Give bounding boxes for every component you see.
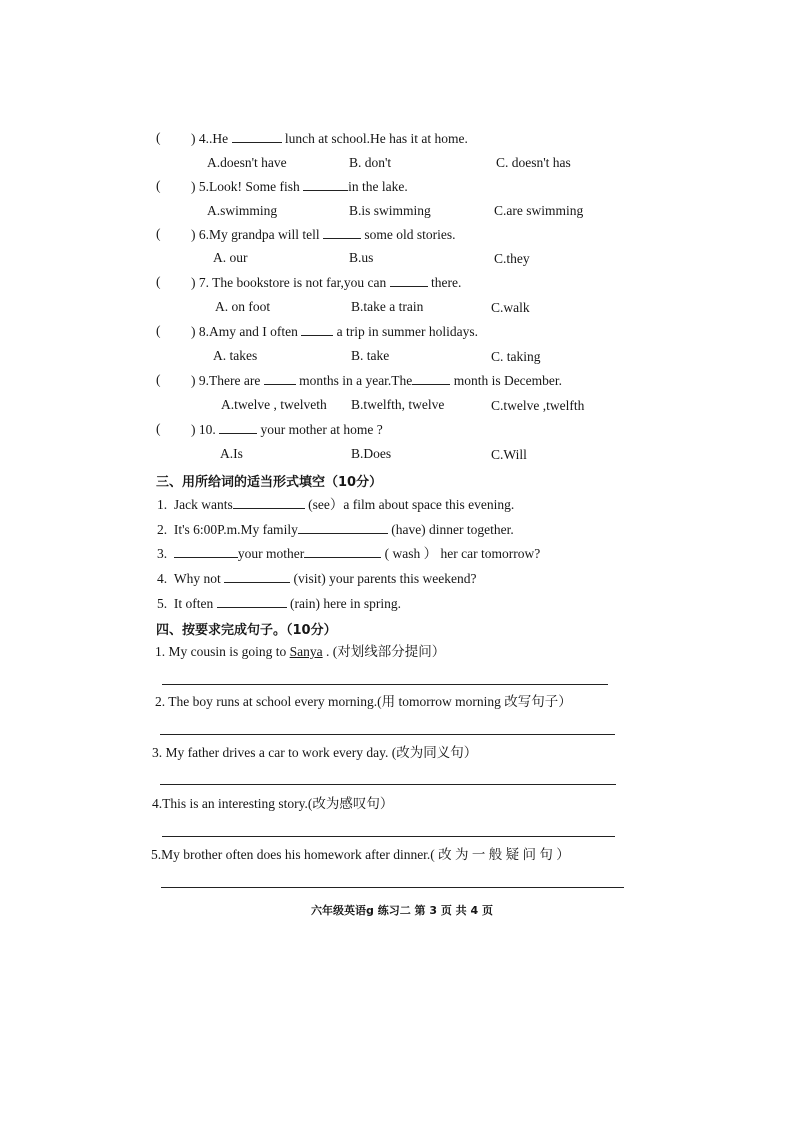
question-9: ) 9.There are months in a year.The month is December. — [191, 373, 563, 388]
answer-blank[interactable] — [233, 496, 305, 509]
answer-blank[interactable] — [304, 545, 381, 558]
option-c[interactable]: C. taking — [491, 349, 541, 364]
answer-line[interactable] — [161, 887, 624, 888]
rewrite-item-3: 3. My father drives a car to work every day. (改为同义句） — [152, 745, 478, 760]
answer-bracket[interactable]: ( — [156, 274, 161, 289]
answer-line[interactable] — [160, 784, 616, 785]
option-a[interactable]: A.Is — [220, 446, 243, 461]
rewrite-item-1: 1. My cousin is going to Sanya . (对划线部分提问） — [155, 644, 446, 659]
section-3-heading: 三、用所给词的适当形式填空（10分） — [156, 475, 383, 490]
answer-line[interactable] — [162, 684, 608, 685]
answer-bracket[interactable]: ( — [156, 178, 161, 193]
option-a[interactable]: A.doesn't have — [207, 155, 287, 170]
answer-blank[interactable] — [323, 226, 361, 239]
option-a[interactable]: A. on foot — [215, 299, 271, 314]
option-c[interactable]: C. doesn't has — [496, 155, 571, 170]
question-10: ) 10. your mother at home ? — [191, 422, 383, 437]
answer-bracket[interactable]: ( — [156, 372, 161, 387]
question-5: ) 5.Look! Some fish in the lake. — [191, 179, 408, 194]
underlined-word: Sanya — [289, 644, 323, 659]
answer-blank[interactable] — [224, 570, 290, 583]
option-c[interactable]: C.are swimming — [494, 203, 584, 218]
section-4-heading: 四、按要求完成句子。（10分） — [156, 623, 337, 638]
answer-line[interactable] — [162, 836, 615, 837]
answer-line[interactable] — [160, 734, 615, 735]
option-b[interactable]: B.twelfth, twelve — [351, 397, 445, 412]
option-c[interactable]: C.Will — [491, 447, 527, 462]
option-b[interactable]: B.us — [349, 250, 374, 265]
option-c[interactable]: C.walk — [491, 300, 530, 315]
option-a[interactable]: A.swimming — [207, 203, 278, 218]
answer-bracket[interactable]: ( — [156, 226, 161, 241]
answer-blank[interactable] — [412, 372, 450, 385]
fill-item-4: 4. Why not (visit) your parents this weekend? — [157, 571, 477, 586]
answer-blank[interactable] — [298, 521, 388, 534]
answer-blank[interactable] — [303, 178, 348, 191]
answer-bracket[interactable]: ( — [156, 323, 161, 338]
option-a[interactable]: A. takes — [213, 348, 258, 363]
rewrite-item-5: 5.My brother often does his homework after dinner.( 改 为 一 般 疑 问 句 ） — [151, 847, 570, 862]
rewrite-item-4: 4.This is an interesting story.(改为感叹句） — [152, 796, 394, 811]
fill-item-3: 3. your mother ( wash ） her car tomorrow? — [157, 546, 541, 561]
question-7: ) 7. The bookstore is not far,you can there. — [191, 275, 462, 290]
question-4: ) 4..He lunch at school.He has it at home. — [191, 131, 468, 146]
question-8: ) 8.Amy and I often a trip in summer holidays. — [191, 324, 478, 339]
option-c[interactable]: C.twelve ,twelfth — [491, 398, 585, 413]
page-footer: 六年级英语g 练习二 第 3 页 共 4 页 — [311, 904, 493, 917]
answer-blank[interactable] — [174, 545, 238, 558]
answer-blank[interactable] — [232, 130, 282, 143]
option-b[interactable]: B.Does — [351, 446, 392, 461]
answer-bracket[interactable]: ( — [156, 130, 161, 145]
option-c[interactable]: C.they — [494, 251, 530, 266]
answer-bracket[interactable]: ( — [156, 421, 161, 436]
answer-blank[interactable] — [217, 595, 287, 608]
answer-blank[interactable] — [219, 421, 257, 434]
question-6: ) 6.My grandpa will tell some old stories. — [191, 227, 456, 242]
option-b[interactable]: B. take — [351, 348, 390, 363]
option-b[interactable]: B. don't — [349, 155, 392, 170]
fill-item-2: 2. It's 6:00P.m.My family (have) dinner together. — [157, 522, 514, 537]
rewrite-item-2: 2. The boy runs at school every morning.(用 tomorrow morning 改写句子） — [155, 694, 572, 709]
option-a[interactable]: A.twelve , twelveth — [221, 397, 327, 412]
answer-blank[interactable] — [301, 323, 333, 336]
option-b[interactable]: B.is swimming — [349, 203, 431, 218]
answer-blank[interactable] — [264, 372, 296, 385]
option-b[interactable]: B.take a train — [351, 299, 424, 314]
option-a[interactable]: A. our — [213, 250, 248, 265]
fill-item-1: 1. Jack wants (see）a film about space this evening. — [157, 497, 515, 512]
answer-blank[interactable] — [390, 274, 428, 287]
fill-item-5: 5. It often (rain) here in spring. — [157, 596, 401, 611]
